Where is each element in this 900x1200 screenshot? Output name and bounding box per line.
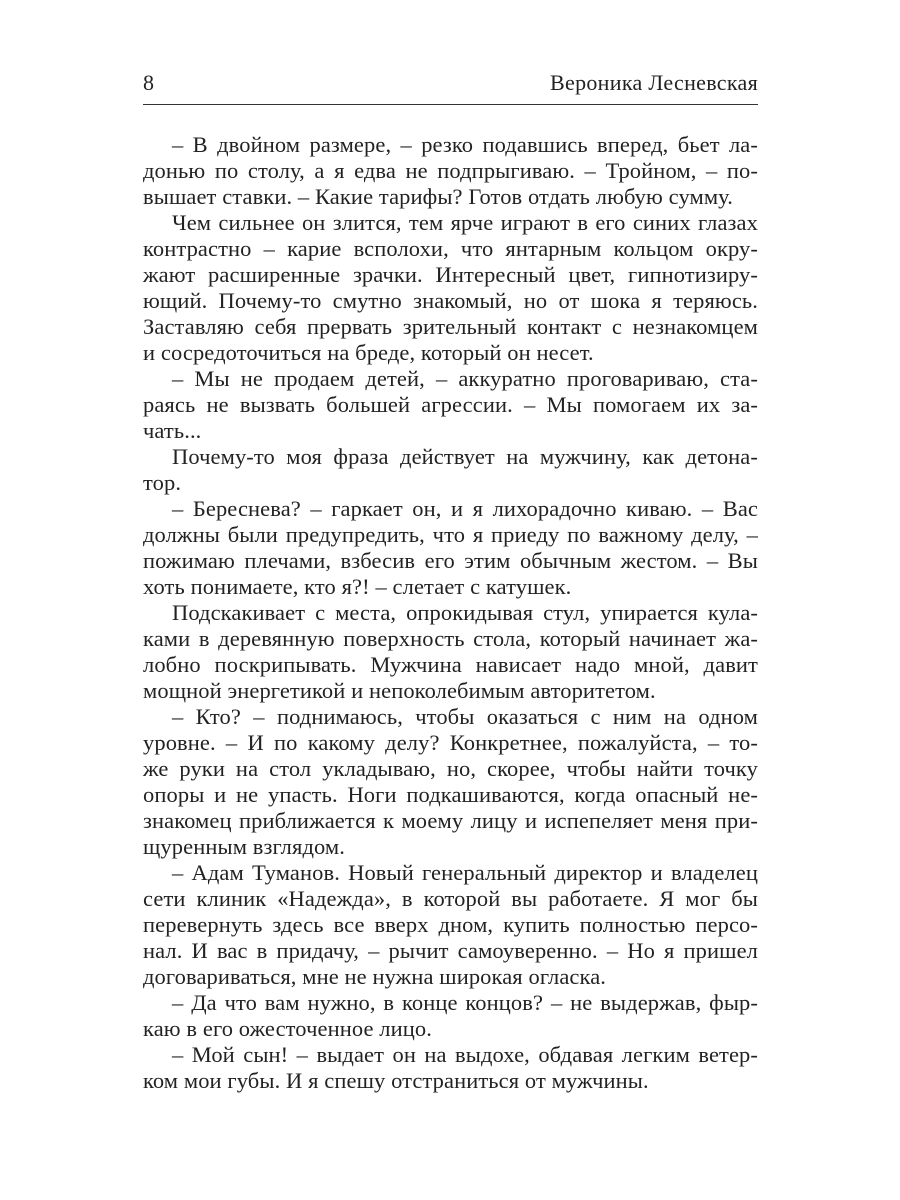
text-line: Чем сильнее он злится, тем ярче играют в его синих глазах [172,210,758,235]
text-line: сети клиник «Надежда», в которой вы работаете. Я мог бы [143,886,758,911]
text-line: – Кто? – поднимаюсь, чтобы оказаться с ним на одном [172,704,758,729]
text-line: уровне. – И по какому делу? Конкретнее, пожалуйста, – то- [143,730,758,755]
body-text [143,132,758,1094]
text-line: – Адам Туманов. Новый генеральный директор и владелец [172,860,758,885]
text-line: жают расширенные зрачки. Интересный цвет, гипнотизиру- [143,262,758,287]
text-line: тор. [143,470,182,495]
header-rule [143,104,758,105]
text-line: знакомец приближается к моему лицу и испепеляет меня при- [143,808,758,833]
text-line: хоть понимаете, кто я?! – слетает с катушек. [143,574,572,599]
text-line: перевернуть здесь все вверх дном, купить полностью персо- [143,912,758,937]
text-line: – Береснева? – гаркает он, и я лихорадочно киваю. – Вас [172,496,758,521]
text-line: нал. И вас в придачу, – рычит самоуверенно. – Но я пришел [143,938,758,963]
text-line: щуренным взглядом. [143,834,345,859]
page-header [143,68,758,100]
text-line: мощной энергетикой и непоколебимым авторитетом. [143,678,656,703]
text-line: – Мой сын! – выдает он на выдохе, обдавая легким ветер- [172,1042,758,1067]
text-line: каю в его ожесточенное лицо. [143,1016,432,1041]
text-line: ком мои губы. И я спешу отстраниться от мужчины. [143,1068,649,1093]
text-line: опоры и не упасть. Ноги подкашиваются, когда опасный не- [143,782,758,807]
running-head-author: Вероника Лесневская [550,70,758,95]
text-line: – Мы не продаем детей, – аккуратно проговариваю, ста- [172,366,758,391]
text-line: контрастно – карие всполохи, что янтарным кольцом окру- [143,236,758,261]
text-line: – В двойном размере, – резко подавшись вперед, бьет ла- [172,132,758,157]
text-line: донью по столу, а я едва не подпрыгиваю. – Тройном, – по- [143,158,758,183]
text-line: Почему-то моя фраза действует на мужчину, как детона- [172,444,758,469]
text-line: – Да что вам нужно, в конце концов? – не выдержав, фыр- [172,990,758,1015]
text-line: ющий. Почему-то смутно знакомый, но от шока я теряюсь. [143,288,758,313]
text-line: пожимаю плечами, взбесив его этим обычным жестом. – Вы [143,548,758,573]
text-line: и сосредоточиться на бреде, который он несет. [143,340,594,365]
text-line: Заставляю себя прервать зрительный контакт с незнакомцем [143,314,758,339]
text-line: лобно поскрипывать. Мужчина нависает надо мной, давит [143,652,758,677]
text-line: вышает ставки. – Какие тарифы? Готов отдать любую сумму. [143,184,734,209]
page-number: 8 [143,70,155,95]
text-line: должны были предупредить, что я приеду по важному делу, – [143,522,758,547]
text-line: раясь не вызвать большей агрессии. – Мы помогаем их за- [143,392,758,417]
text-line: Подскакивает с места, опрокидывая стул, упирается кула- [172,600,758,625]
text-line: же руки на стол укладываю, но, скорее, чтобы найти точку [143,756,758,781]
text-line: договариваться, мне не нужна широкая огласка. [143,964,607,989]
text-line: чать... [143,418,202,443]
text-line: ками в деревянную поверхность стола, который начинает жа- [143,626,758,651]
